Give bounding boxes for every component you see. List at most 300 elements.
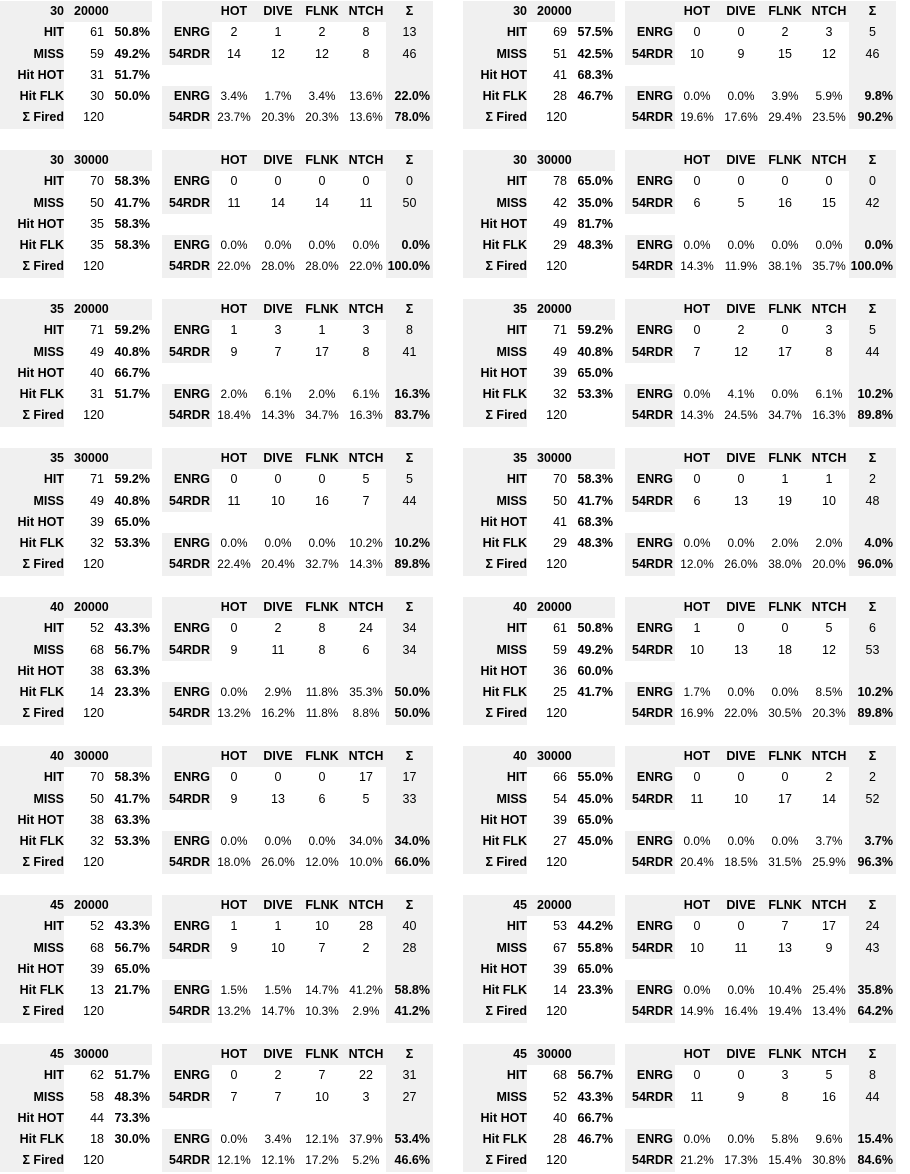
- grid-col-header: HOT: [683, 1047, 711, 1061]
- grid-cell: 11.8%: [305, 685, 339, 700]
- grid-cell: 0: [230, 770, 238, 785]
- grid-cell: 0.0%: [220, 238, 248, 253]
- rdr-count-row: [162, 342, 433, 363]
- grid-cell: 34.0%: [349, 834, 383, 849]
- grid-cell: 16.3%: [812, 408, 846, 423]
- block-header: [0, 448, 152, 469]
- fired-row: [463, 107, 615, 128]
- grid-cell: 5: [825, 621, 833, 636]
- hit-stats-panel: [0, 150, 152, 278]
- grid-cell: 0.0%: [220, 685, 248, 700]
- hit-flk-count: 32: [90, 536, 104, 551]
- grid-col-header: DIVE: [726, 1047, 756, 1061]
- target-grid: [625, 1044, 896, 1172]
- hit-row: [0, 618, 152, 639]
- grid-col-header: DIVE: [726, 153, 756, 167]
- hit-count: 70: [553, 472, 567, 487]
- grid-cell: 16: [778, 195, 792, 210]
- fired-row: [463, 256, 615, 277]
- block-angle: 35: [513, 451, 527, 465]
- grid-col-header: NTCH: [348, 898, 384, 912]
- hit-hot-percent: 65.0%: [114, 961, 150, 976]
- target-grid: [162, 299, 433, 427]
- grid-cell: 11: [690, 791, 704, 806]
- grid-cell: 16.4%: [724, 1004, 758, 1019]
- grid-row-label: ENRG: [173, 323, 210, 338]
- miss-label: MISS: [33, 344, 64, 359]
- grid-cell: 2: [362, 940, 370, 955]
- target-grid: [625, 1, 896, 129]
- grid-cell: 11.9%: [724, 259, 758, 274]
- grid-row-label: ENRG: [636, 685, 673, 700]
- grid-spacer: [162, 65, 433, 86]
- block-header: [0, 895, 152, 916]
- grid-row-label: ENRG: [636, 387, 673, 402]
- target-grid: [162, 746, 433, 874]
- grid-cell: 14.3%: [349, 557, 383, 572]
- miss-label: MISS: [496, 940, 527, 955]
- stat-block: [463, 746, 910, 876]
- grid-cell: 20.4%: [680, 855, 714, 870]
- grid-cell: 1.7%: [683, 685, 711, 700]
- hit-hot-label: Hit HOT: [17, 812, 64, 827]
- grid-cell: 0: [781, 174, 789, 189]
- grid-col-header: HOT: [683, 898, 711, 912]
- grid-cell: 17: [822, 919, 836, 934]
- enrg-percent-row: [162, 384, 433, 405]
- grid-row-sum: 44: [865, 1089, 880, 1104]
- rdr-percent-row: [162, 256, 433, 277]
- grid-cell: 0.0%: [683, 238, 711, 253]
- grid-row-label: ENRG: [636, 1132, 673, 1147]
- grid-cell: 0: [230, 621, 238, 636]
- rdr-count-row: [162, 44, 433, 65]
- enrg-count-row: [162, 767, 433, 788]
- fired-row: [0, 1001, 152, 1022]
- grid-cell: 0: [693, 174, 701, 189]
- grid-cell: 9: [230, 791, 238, 806]
- target-grid: [162, 1, 433, 129]
- hit-label: HIT: [506, 621, 527, 636]
- grid-row-label: ENRG: [636, 323, 673, 338]
- hit-hot-percent: 63.3%: [114, 663, 150, 678]
- grid-row-label: 54RDR: [169, 493, 210, 508]
- grid-header: [162, 448, 433, 469]
- miss-count: 49: [553, 344, 567, 359]
- hit-flk-count: 32: [90, 834, 104, 849]
- grid-cell: 0: [230, 174, 238, 189]
- grid-cell: 15: [778, 46, 792, 61]
- grid-cell: 2.0%: [220, 387, 248, 402]
- grid-cell: 9: [230, 940, 238, 955]
- grid-header: [162, 1, 433, 22]
- hit-row: [463, 469, 615, 490]
- hit-hot-row: [463, 214, 615, 235]
- block-altitude: 20000: [537, 4, 572, 18]
- miss-percent: 41.7%: [114, 791, 150, 806]
- grid-cell: 38.0%: [768, 557, 802, 572]
- grid-sum-header: Σ: [868, 153, 877, 167]
- grid-cell: 3.4%: [220, 89, 248, 104]
- hit-hot-label: Hit HOT: [480, 1110, 527, 1125]
- grid-row-label: 54RDR: [632, 1089, 673, 1104]
- grid-cell: 5.9%: [815, 89, 843, 104]
- grid-row-label: ENRG: [636, 919, 673, 934]
- hit-hot-count: 31: [90, 67, 104, 82]
- grid-cell: 3.4%: [264, 1132, 292, 1147]
- stat-block: [463, 448, 910, 578]
- grid-sum-header: Σ: [405, 749, 414, 763]
- grid-row-label: 54RDR: [632, 557, 673, 572]
- hit-percent: 65.0%: [577, 174, 613, 189]
- grid-col-header: NTCH: [811, 302, 847, 316]
- hit-stats-panel: [0, 746, 152, 874]
- miss-label: MISS: [496, 791, 527, 806]
- grid-cell: 11: [227, 195, 241, 210]
- grid-cell: 0.0%: [264, 238, 292, 253]
- fired-row: [0, 554, 152, 575]
- grid-cell: 8: [318, 642, 326, 657]
- rdr-percent-row: [162, 107, 433, 128]
- block-altitude: 20000: [74, 4, 109, 18]
- fired-row: [0, 256, 152, 277]
- miss-row: [463, 193, 615, 214]
- grid-row-sum: 22.0%: [394, 89, 430, 104]
- miss-count: 42: [553, 195, 567, 210]
- hit-row: [0, 916, 152, 937]
- stat-block: [463, 299, 910, 429]
- grid-cell: 41.2%: [349, 983, 383, 998]
- grid-cell: 1: [825, 472, 833, 487]
- grid-cell: 0: [737, 25, 745, 40]
- enrg-percent-row: [625, 980, 896, 1001]
- block-altitude: 30000: [537, 1047, 572, 1061]
- miss-row: [463, 491, 615, 512]
- grid-cell: 14: [822, 791, 836, 806]
- grid-col-header: HOT: [683, 451, 711, 465]
- grid-cell: 19: [778, 493, 792, 508]
- miss-row: [463, 938, 615, 959]
- grid-col-header: FLNK: [768, 600, 802, 614]
- miss-label: MISS: [33, 940, 64, 955]
- grid-spacer: [162, 363, 433, 384]
- grid-cell: 8: [318, 621, 326, 636]
- miss-count: 50: [553, 493, 567, 508]
- hit-percent: 57.5%: [577, 25, 613, 40]
- hit-flk-percent: 41.7%: [577, 685, 613, 700]
- hit-hot-label: Hit HOT: [480, 663, 527, 678]
- hit-row: [0, 469, 152, 490]
- hit-hot-row: [463, 65, 615, 86]
- hit-flk-label: Hit FLK: [19, 1132, 64, 1147]
- hit-stats-panel: [0, 448, 152, 576]
- block-header: [463, 1, 615, 22]
- grid-cell: 1: [230, 323, 238, 338]
- hit-hot-row: [463, 363, 615, 384]
- block-altitude: 30000: [537, 749, 572, 763]
- grid-row-label: ENRG: [173, 1068, 210, 1083]
- grid-cell: 0.0%: [683, 834, 711, 849]
- grid-col-header: DIVE: [726, 302, 756, 316]
- grid-cell: 23.5%: [812, 110, 846, 125]
- grid-row-sum: 44: [865, 344, 880, 359]
- block-altitude: 20000: [74, 302, 109, 316]
- grid-row-sum: 44: [402, 493, 417, 508]
- block-header: [0, 746, 152, 767]
- block-header: [463, 895, 615, 916]
- enrg-percent-row: [162, 1129, 433, 1150]
- grid-col-header: DIVE: [263, 302, 293, 316]
- hit-label: HIT: [506, 323, 527, 338]
- grid-row-label: 54RDR: [632, 940, 673, 955]
- hit-flk-count: 14: [90, 685, 104, 700]
- hit-hot-percent: 65.0%: [577, 812, 613, 827]
- grid-row-sum: 89.8%: [394, 557, 430, 572]
- grid-cell: 17.2%: [305, 1153, 339, 1168]
- grid-cell: 38.1%: [768, 259, 802, 274]
- miss-label: MISS: [33, 1089, 64, 1104]
- grid-cell: 10: [690, 642, 704, 657]
- grid-col-header: FLNK: [305, 898, 339, 912]
- hit-label: HIT: [43, 323, 64, 338]
- rdr-percent-row: [625, 107, 896, 128]
- grid-cell: 2.0%: [771, 536, 799, 551]
- grid-row-sum: 84.6%: [857, 1153, 893, 1168]
- grid-cell: 0.0%: [771, 685, 799, 700]
- grid-header: [162, 597, 433, 618]
- grid-sum-header: Σ: [868, 600, 877, 614]
- miss-count: 49: [90, 344, 104, 359]
- hit-count: 52: [90, 621, 104, 636]
- grid-col-header: HOT: [220, 4, 248, 18]
- miss-count: 58: [90, 1089, 104, 1104]
- grid-cell: 16.9%: [680, 706, 714, 721]
- grid-row-label: 54RDR: [169, 791, 210, 806]
- hit-hot-count: 35: [90, 216, 104, 231]
- hit-hot-label: Hit HOT: [17, 67, 64, 82]
- miss-row: [0, 491, 152, 512]
- grid-row-label: ENRG: [636, 238, 673, 253]
- grid-cell: 6: [693, 195, 701, 210]
- grid-cell: 13.4%: [812, 1004, 846, 1019]
- grid-cell: 9: [737, 46, 745, 61]
- hit-stats-panel: [463, 448, 615, 576]
- grid-cell: 0.0%: [727, 238, 755, 253]
- grid-cell: 10.3%: [305, 1004, 339, 1019]
- miss-label: MISS: [33, 46, 64, 61]
- fired-row: [0, 852, 152, 873]
- block-angle: 30: [50, 153, 64, 167]
- stat-block: [0, 448, 455, 578]
- grid-cell: 7: [781, 919, 789, 934]
- grid-cell: 10: [271, 493, 285, 508]
- miss-count: 67: [553, 940, 567, 955]
- grid-cell: 5: [825, 1068, 833, 1083]
- miss-row: [0, 342, 152, 363]
- hit-flk-row: [463, 682, 615, 703]
- miss-row: [0, 938, 152, 959]
- hit-hot-count: 40: [90, 365, 104, 380]
- miss-label: MISS: [33, 791, 64, 806]
- hit-count: 66: [553, 770, 567, 785]
- hit-flk-percent: 23.3%: [577, 983, 613, 998]
- block-altitude: 30000: [74, 451, 109, 465]
- block-angle: 35: [513, 302, 527, 316]
- miss-row: [463, 1087, 615, 1108]
- hit-count: 68: [553, 1068, 567, 1083]
- grid-cell: 8: [825, 344, 833, 359]
- rdr-percent-row: [625, 703, 896, 724]
- fired-label: Σ Fired: [485, 855, 527, 870]
- enrg-percent-row: [162, 533, 433, 554]
- hit-flk-row: [463, 384, 615, 405]
- grid-row-sum: 34.0%: [394, 834, 430, 849]
- grid-row-label: 54RDR: [169, 408, 210, 423]
- miss-count: 68: [90, 642, 104, 657]
- grid-row-label: 54RDR: [632, 408, 673, 423]
- grid-row-label: ENRG: [173, 387, 210, 402]
- grid-spacer: [162, 661, 433, 682]
- grid-row-label: 54RDR: [632, 110, 673, 125]
- block-angle: 30: [50, 4, 64, 18]
- grid-row-sum: 48: [865, 493, 880, 508]
- hit-hot-percent: 68.3%: [577, 67, 613, 82]
- grid-cell: 22.0%: [349, 259, 383, 274]
- grid-cell: 1: [230, 919, 238, 934]
- grid-sum-header: Σ: [405, 1047, 414, 1061]
- grid-col-header: DIVE: [726, 4, 756, 18]
- rdr-percent-row: [625, 1001, 896, 1022]
- rdr-count-row: [625, 938, 896, 959]
- fired-row: [463, 1150, 615, 1171]
- grid-row-sum: 41: [402, 344, 417, 359]
- enrg-count-row: [162, 469, 433, 490]
- grid-sum-header: Σ: [405, 302, 414, 316]
- grid-sum-header: Σ: [868, 1047, 877, 1061]
- hit-label: HIT: [43, 25, 64, 40]
- hit-label: HIT: [43, 1068, 64, 1083]
- fired-row: [463, 405, 615, 426]
- hit-percent: 58.3%: [114, 770, 150, 785]
- grid-row-label: 54RDR: [632, 259, 673, 274]
- grid-cell: 2: [230, 25, 238, 40]
- block-angle: 45: [50, 1047, 64, 1061]
- hit-hot-row: [0, 363, 152, 384]
- hit-row: [463, 916, 615, 937]
- miss-count: 59: [553, 642, 567, 657]
- rdr-percent-row: [625, 852, 896, 873]
- hit-row: [0, 320, 152, 341]
- fired-label: Σ Fired: [485, 259, 527, 274]
- hit-count: 70: [90, 770, 104, 785]
- grid-cell: 1: [318, 323, 326, 338]
- enrg-percent-row: [162, 682, 433, 703]
- hit-hot-percent: 66.7%: [114, 365, 150, 380]
- grid-row-label: ENRG: [636, 174, 673, 189]
- grid-col-header: FLNK: [768, 1047, 802, 1061]
- stat-block: [463, 150, 910, 280]
- grid-cell: 2: [274, 1068, 282, 1083]
- grid-cell: 3.4%: [308, 89, 336, 104]
- grid-cell: 9: [230, 344, 238, 359]
- grid-cell: 0.0%: [683, 387, 711, 402]
- grid-col-header: FLNK: [305, 4, 339, 18]
- hit-hot-label: Hit HOT: [17, 1110, 64, 1125]
- grid-cell: 2.9%: [264, 685, 292, 700]
- grid-cell: 26.0%: [724, 557, 758, 572]
- grid-row-label: ENRG: [636, 25, 673, 40]
- grid-cell: 10: [315, 919, 329, 934]
- grid-cell: 0.0%: [771, 834, 799, 849]
- hit-flk-percent: 58.3%: [114, 238, 150, 253]
- grid-cell: 6: [693, 493, 701, 508]
- grid-row-sum: 46: [402, 46, 417, 61]
- hit-hot-percent: 65.0%: [114, 514, 150, 529]
- enrg-count-row: [162, 618, 433, 639]
- hit-hot-row: [463, 959, 615, 980]
- hit-percent: 59.2%: [577, 323, 613, 338]
- hit-flk-row: [0, 831, 152, 852]
- grid-cell: 0: [781, 770, 789, 785]
- hit-count: 78: [553, 174, 567, 189]
- grid-sum-header: Σ: [405, 451, 414, 465]
- hit-row: [463, 22, 615, 43]
- target-grid: [162, 150, 433, 278]
- grid-cell: 1: [693, 621, 701, 636]
- grid-cell: 4.1%: [727, 387, 755, 402]
- grid-cell: 6.1%: [352, 387, 380, 402]
- grid-cell: 3: [362, 1089, 370, 1104]
- hit-flk-row: [0, 533, 152, 554]
- grid-cell: 7: [318, 940, 326, 955]
- hit-hot-count: 40: [553, 1110, 567, 1125]
- hit-hot-label: Hit HOT: [17, 663, 64, 678]
- grid-cell: 0.0%: [308, 536, 336, 551]
- fired-label: Σ Fired: [22, 557, 64, 572]
- block-header: [0, 1044, 152, 1065]
- grid-row-label: 54RDR: [169, 1089, 210, 1104]
- enrg-count-row: [162, 916, 433, 937]
- miss-label: MISS: [496, 642, 527, 657]
- hit-hot-count: 44: [90, 1110, 104, 1125]
- rdr-percent-row: [625, 554, 896, 575]
- grid-row-label: ENRG: [173, 25, 210, 40]
- block-angle: 30: [513, 4, 527, 18]
- rdr-count-row: [162, 938, 433, 959]
- grid-row-sum: 46.6%: [394, 1153, 430, 1168]
- hit-row: [463, 171, 615, 192]
- fired-label: Σ Fired: [22, 259, 64, 274]
- miss-count: 52: [553, 1089, 567, 1104]
- fired-count: 120: [546, 1004, 567, 1019]
- grid-header: [162, 299, 433, 320]
- rdr-count-row: [162, 193, 433, 214]
- grid-cell: 0: [318, 472, 326, 487]
- block-altitude: 20000: [537, 600, 572, 614]
- hit-row: [0, 171, 152, 192]
- grid-spacer: [625, 1108, 896, 1129]
- enrg-percent-row: [625, 384, 896, 405]
- target-grid: [625, 299, 896, 427]
- hit-label: HIT: [43, 919, 64, 934]
- hit-percent: 58.3%: [577, 472, 613, 487]
- grid-cell: 28.0%: [305, 259, 339, 274]
- grid-cell: 16.2%: [261, 706, 295, 721]
- grid-row-sum: 5: [869, 323, 876, 338]
- grid-header: [625, 1, 896, 22]
- hit-flk-label: Hit FLK: [19, 238, 64, 253]
- hit-flk-row: [463, 86, 615, 107]
